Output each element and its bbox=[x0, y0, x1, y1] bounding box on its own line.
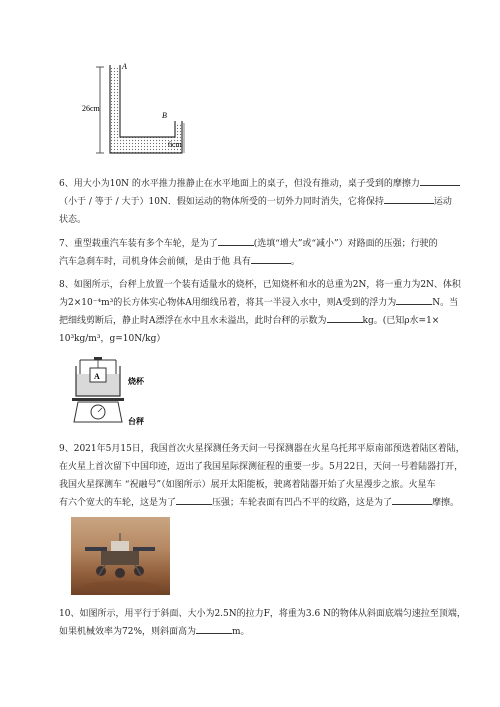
label-6cm: 6cm bbox=[168, 140, 182, 149]
beaker-label: 烧杯 bbox=[128, 377, 144, 386]
q6-blank-2[interactable] bbox=[384, 193, 434, 204]
label-a: A bbox=[122, 62, 127, 71]
scale-platform bbox=[72, 398, 124, 401]
q8-blank-1[interactable] bbox=[396, 294, 432, 305]
object-a-label: A bbox=[94, 372, 100, 381]
q6-blank-1[interactable] bbox=[420, 175, 460, 186]
q10-blank-1[interactable] bbox=[196, 623, 232, 634]
label-b: B bbox=[162, 111, 167, 120]
beaker-scale-figure bbox=[68, 356, 168, 428]
label-26cm: 26cm bbox=[82, 104, 100, 113]
q8-blank-2[interactable] bbox=[327, 312, 363, 323]
q9-blank-2[interactable] bbox=[392, 494, 432, 505]
q9-blank-1[interactable] bbox=[176, 494, 212, 505]
q7-blank-2[interactable] bbox=[251, 253, 291, 264]
question-10: 10、如图所示，用平行于斜面、大小为2.5N的拉力F，将重为3.6 N的物体从斜面底端匀速拉至顶端， 如果机械效率为72%，则斜面高为 m。 bbox=[59, 609, 466, 637]
question-8: 8、如图所示，台秤上放置一个装有适量水的烧杯，已知烧杯和水的总重为2N，将一重力为2N、体积 为2×10⁻⁴m³的长方体实心物体A用细线吊着，将其一半浸入水中，则A受到的浮力为 N。当 把细线剪断后，静止时A漂浮在水中且水未溢出，此时台秤的示数为 kg。(已知ρ水=1× 10³kg/m³，g=10N/kg） bbox=[59, 280, 461, 344]
scale-label: 台秤 bbox=[128, 417, 144, 426]
container-figure bbox=[80, 55, 190, 165]
q7-blank-1[interactable] bbox=[218, 235, 254, 246]
mars-rover-photo bbox=[71, 517, 170, 595]
question-6: 6、用大小为10N 的水平推力推静止在水平地面上的桌子，但没有推动，桌子受到的摩擦力 （小于 / 等于 / 大于）10N．假如运动的物体所受的一切外力同时消失，它将保持 运动 状态。 bbox=[59, 175, 469, 229]
question-7: 7、重型载重汽车装有多个车轮，是为了 (选填“增大”或“减小”）对路面的压强；行驶的 汽车急刹车时，司机身体会前倾，是由于他 具有 。 bbox=[59, 235, 469, 271]
question-9: 9、2021年5月15日，我国首次火星探测任务天问一号探测器在火星乌托邦平原南部预选着陆区着陆， 在火星上首次留下中国印迹，迈出了我国星际探测征程的重要一步。5月22日，天问一号着陆器打开， 我国火星探测车 “祝融号”（如图所示）展开太阳能板，驶离着陆器开始了火星漫步之旅。火星车 有六个宽大的车轮，这是为了 压强；车轮表面有凹凸不平的纹路，这是为了 摩擦。 bbox=[59, 444, 465, 508]
